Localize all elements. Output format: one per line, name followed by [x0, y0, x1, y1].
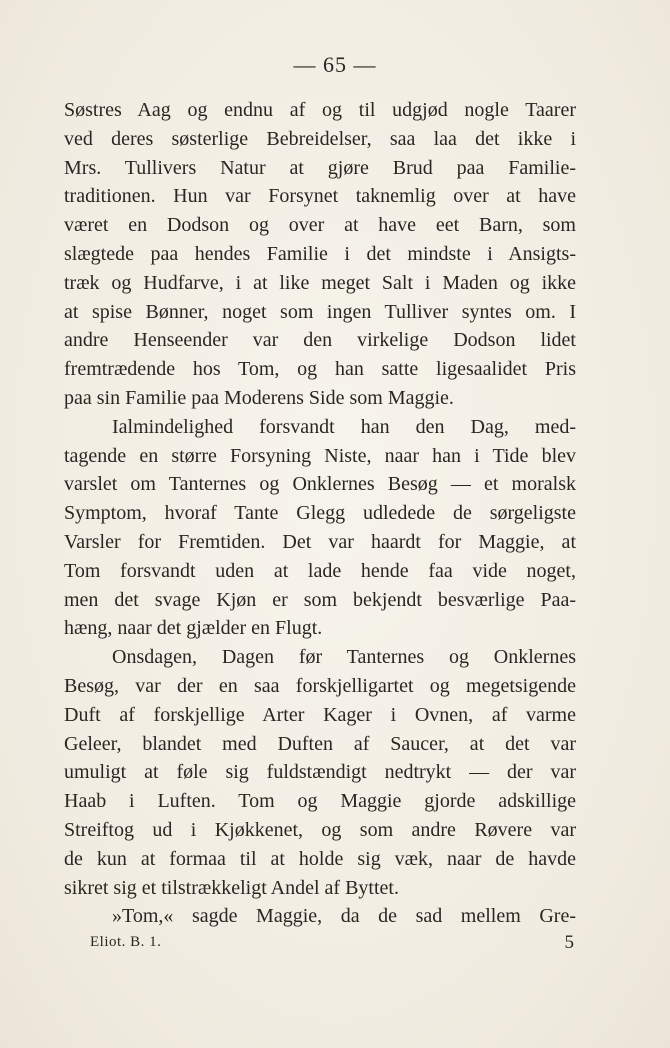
text-line: Ialmindelighed forsvandt han den Dag, med- — [112, 415, 576, 438]
text-line: hæng, naar det gjælder en Flugt. — [64, 617, 323, 640]
text-line: traditionen. Hun var Forsynet taknemlig over at have — [64, 185, 576, 208]
text-line: Besøg, var der en saa forskjelligartet og megetsigende — [64, 674, 576, 697]
text-line: været en Dodson og over at have eet Barn, som — [64, 214, 576, 237]
text-line: ved deres søsterlige Bebreidelser, saa laa det ikke i — [64, 127, 576, 150]
text-line: Haab i Luften. Tom og Maggie gjorde adskillige — [64, 790, 576, 813]
text-line: Søstres Aag og endnu af og til udgjød nogle Taarer — [64, 99, 576, 121]
text-line: træk og Hudfarve, i at like meget Salt i Maden og ikke — [64, 271, 576, 294]
text-line: at spise Bønner, noget som ingen Tulliver syntes om. I — [64, 300, 576, 323]
sheet-number: 5 — [564, 932, 574, 953]
text-line: Symptom, hvoraf Tante Glegg udledede de sørgeligste — [64, 502, 576, 525]
text-line: Duft af forskjellige Arter Kager i Ovnen, af varme — [64, 703, 576, 726]
page-footer — [64, 932, 576, 956]
printer-signature: Eliot. B. 1. — [90, 934, 162, 950]
text-line: Varsler for Fremtiden. Det var haardt for Maggie, at — [64, 530, 576, 553]
text-line: Mrs. Tullivers Natur at gjøre Brud paa Familie- — [64, 156, 576, 179]
body-text — [64, 96, 576, 931]
text-line: varslet om Tanternes og Onklernes Besøg — et moralsk — [64, 473, 576, 496]
text-line: sikret sig et tilstrækkeligt Andel af Byttet. — [64, 876, 399, 899]
text-line: Streiftog ud i Kjøkkenet, og som andre Røvere var — [64, 818, 576, 841]
text-line: Geleer, blandet med Duften af Saucer, at det var — [64, 732, 576, 755]
text-line: de kun at formaa til at holde sig væk, naar de havde — [64, 847, 576, 870]
text-line: paa sin Familie paa Moderens Side som Maggie. — [64, 386, 454, 409]
text-line: men det svage Kjøn er som bekjendt besværlige Paa- — [64, 588, 576, 611]
text-line: Tom forsvandt uden at lade hende faa vide noget, — [64, 559, 576, 582]
text-line: Onsdagen, Dagen før Tanternes og Onklernes — [112, 646, 576, 669]
text-line: fremtrædende hos Tom, og han satte ligesaalidet Pris — [64, 358, 576, 381]
text-line: tagende en større Forsyning Niste, naar han i Tide blev — [64, 444, 576, 467]
text-line: »Tom,« sagde Maggie, da de sad mellem Gre- — [112, 905, 576, 928]
text-line: slægtede paa hendes Familie i det mindste i Ansigts- — [64, 242, 576, 265]
page-number: — 65 — — [293, 52, 377, 77]
text-line: umuligt at føle sig fuldstændigt nedtrykt — der var — [64, 761, 576, 784]
text-line: andre Henseender var den virkelige Dodson lidet — [64, 329, 576, 352]
